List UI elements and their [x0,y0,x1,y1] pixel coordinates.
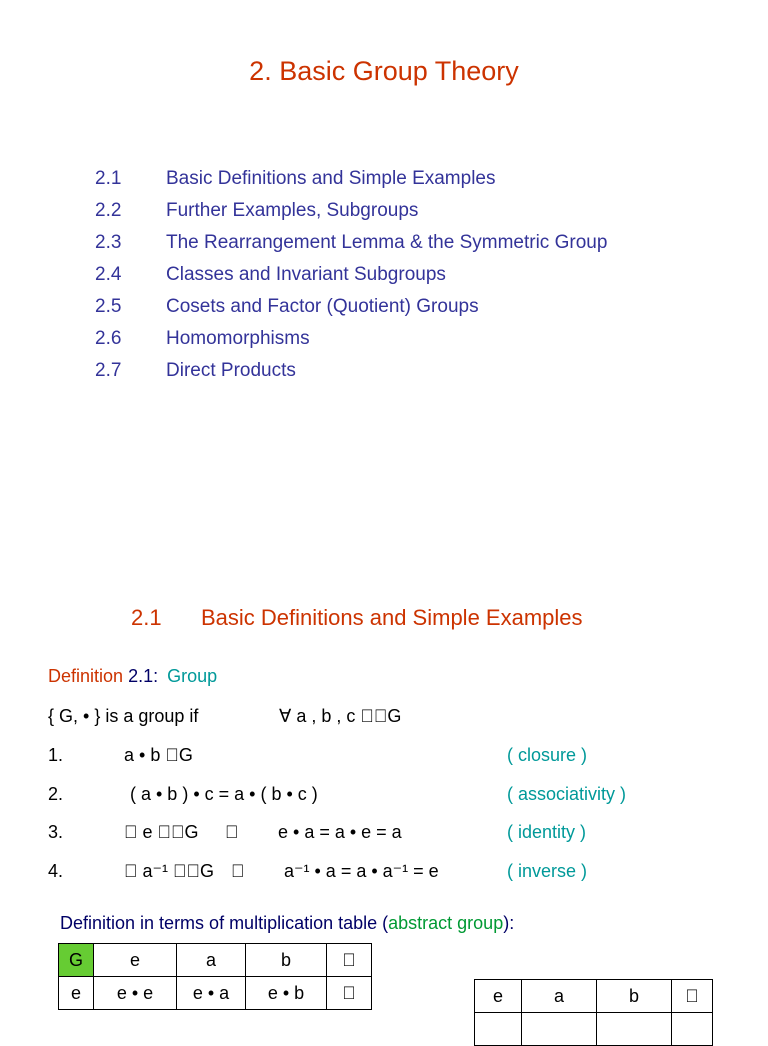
table-row [475,1013,713,1046]
table-header-cell [327,944,372,977]
table-header-cell: b [246,944,327,977]
axiom-property: ( closure ) [507,745,588,765]
table-cell: e • e [94,977,177,1010]
toc-number: 2.1 [95,168,122,189]
axiom-number: 4. [48,861,64,881]
definition-intro: { G, • } is a group if [48,706,199,726]
toc-label: The Rearrangement Lemma & the Symmetric Group [166,232,608,253]
table-header-cell: b [597,980,672,1013]
multiplication-table-abstract [474,979,713,1046]
section-number: 2.1 [131,605,162,630]
caption-term: abstract group [388,913,504,933]
table-header-cell [672,980,713,1013]
table-header-cell: a [522,980,597,1013]
table-header-cell: G [59,944,94,977]
toc-number: 2.2 [95,200,122,221]
table-cell [327,977,372,1010]
multiplication-table-caption [60,913,514,934]
table-header-cell: e [94,944,177,977]
toc-number: 2.5 [95,296,122,317]
table-cell [597,1013,672,1046]
definition-heading [48,666,217,687]
table-row [475,980,713,1013]
axiom-property: ( associativity ) [507,784,627,804]
toc-number: 2.7 [95,360,122,381]
axiom-number: 1. [48,745,64,765]
page-title: 2. Basic Group Theory [249,56,519,86]
table-header-cell: e [475,980,522,1013]
table-cell [672,1013,713,1046]
table-row [59,977,372,1010]
implies-icon [231,861,245,882]
caption-text: ): [503,913,515,933]
table-cell: e • a [177,977,246,1010]
definition-quantifier: ∀ a , b , c G [279,706,375,726]
axiom-formula: ( a • b ) • c = a • ( b • c ) [130,784,318,804]
axiom-number: 2. [48,784,64,804]
table-cell: e • b [246,977,327,1010]
table-cell [475,1013,522,1046]
toc-number: 2.6 [95,328,122,349]
multiplication-table [58,943,372,1010]
toc-number: 2.3 [95,232,122,253]
definition-label: Definition [48,666,124,686]
table-cell: e [59,977,94,1010]
definition-term: Group [167,666,218,686]
caption-text: Definition in terms of multiplication table ( [60,913,389,933]
definition-number: 2.1: [128,666,159,686]
section-title: Basic Definitions and Simple Examples [201,605,583,630]
axiom-property: ( inverse ) [507,861,588,881]
axiom-number: 3. [48,822,64,842]
toc-label: Classes and Invariant Subgroups [166,264,446,285]
implies-icon [225,822,239,843]
axiom-condition: e • a = a • e = a [278,822,402,842]
axiom-formula: e G [124,822,154,842]
toc-label: Direct Products [166,360,296,381]
toc-label: Homomorphisms [166,328,310,349]
axiom-condition: a⁻¹ • a = a • a⁻¹ = e [284,861,439,881]
toc-number: 2.4 [95,264,122,285]
axiom-formula: a⁻¹ G [124,861,169,881]
table-cell [522,1013,597,1046]
table-row [59,944,372,977]
toc-label: Further Examples, Subgroups [166,200,419,221]
toc-label: Basic Definitions and Simple Examples [166,168,496,189]
axiom-property: ( identity ) [507,822,587,842]
toc-label: Cosets and Factor (Quotient) Groups [166,296,479,317]
table-header-cell: a [177,944,246,977]
axiom-formula: a • b G [124,745,180,765]
